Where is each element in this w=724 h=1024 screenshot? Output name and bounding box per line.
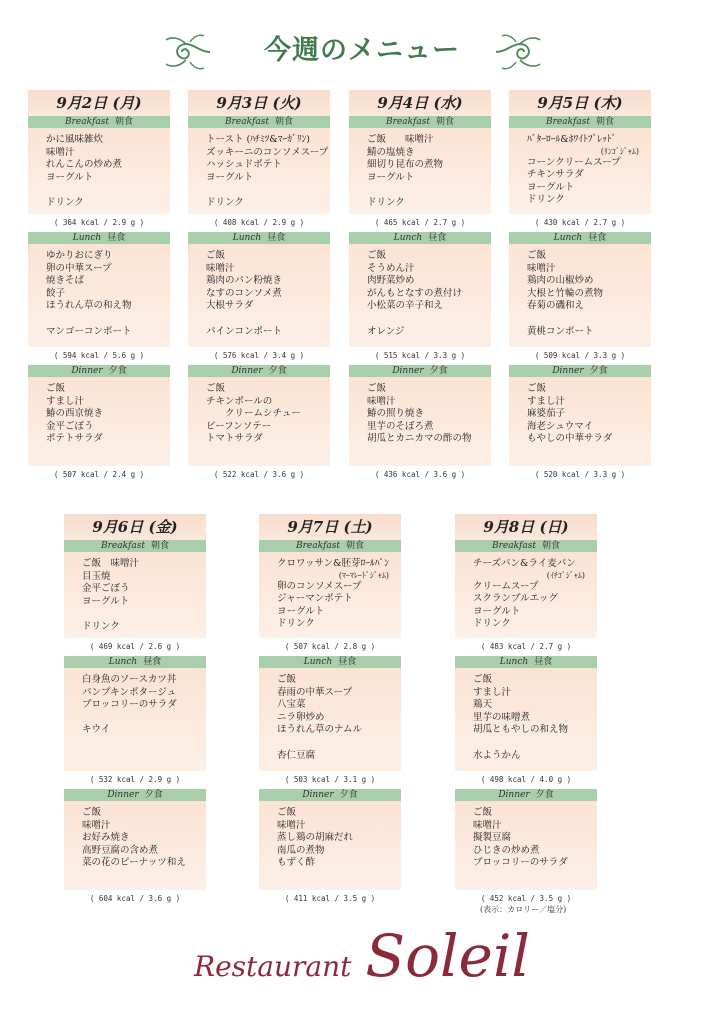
- menu-item: ご飯: [277, 807, 297, 818]
- menu-item: 焼きそば: [46, 275, 85, 287]
- dinner-nutrition: ( 436 kcal / 3.6 g ): [374, 470, 466, 479]
- lunch-label: [455, 656, 597, 668]
- menu-item: ご飯: [367, 250, 387, 261]
- menu-item: 味噌汁: [367, 395, 396, 407]
- dinner-label-en: Dinner: [302, 790, 334, 800]
- menu-item: チーズパン&ライ麦パン: [473, 558, 576, 569]
- breakfast-label-en: Breakfast: [491, 541, 536, 551]
- lunch-section: [64, 656, 206, 789]
- menu-item: 胡瓜とカニカマの酢の物: [367, 433, 472, 445]
- lunch-label-en: Lunch: [553, 233, 583, 243]
- lunch-label-en: Lunch: [393, 233, 423, 243]
- menu-item: ズッキーニのコンソメスープ: [206, 146, 329, 158]
- dinner-label: [455, 789, 597, 801]
- lunch-nutrition: ( 498 kcal / 4.0 g ): [480, 775, 572, 784]
- menu-item: [46, 313, 162, 326]
- lunch-section: [509, 232, 651, 365]
- dinner-label-en: Dinner: [231, 366, 263, 376]
- dinner-items: [28, 377, 170, 466]
- menu-item: [82, 608, 198, 621]
- menu-item: オレンジ: [367, 325, 405, 337]
- dinner-label: [188, 365, 330, 377]
- menu-item: 蒸し鶏の胡麻だれ: [277, 832, 354, 844]
- dinner-label-en: Dinner: [107, 790, 139, 800]
- breakfast-section: [259, 540, 401, 656]
- dinner-label: [349, 365, 491, 377]
- lunch-label-en: Lunch: [108, 657, 138, 667]
- menu-item: かに風味雑炊: [46, 134, 104, 145]
- menu-item: ヨーグルト: [473, 605, 521, 617]
- day-date: 9月5日 (木): [509, 90, 651, 116]
- dinner-section: [188, 365, 330, 484]
- breakfast-label: [64, 540, 206, 552]
- dinner-items: [64, 801, 206, 890]
- brand-name: Soleil: [365, 922, 530, 990]
- dinner-label: [64, 789, 206, 801]
- menu-item: 卵の中華スープ: [46, 262, 112, 274]
- menu-item: すまし汁: [473, 686, 512, 698]
- menu-item: 小松菜の辛子和え: [367, 300, 444, 312]
- breakfast-label: [259, 540, 401, 552]
- day-date: 9月7日 (土): [259, 514, 401, 540]
- lunch-section: [455, 656, 597, 789]
- day-date: 9月4日 (水): [349, 90, 491, 116]
- menu-item: トースト (ﾊﾁﾐﾂ&ﾏｰｶﾞﾘﾝ): [206, 134, 310, 145]
- menu-item: 黄桃コンポート: [527, 325, 594, 337]
- breakfast-label-jp: 朝食: [595, 117, 614, 127]
- menu-item: ご飯: [473, 674, 493, 685]
- dinner-label-jp: 夕食: [339, 790, 358, 800]
- menu-item: ご飯 味噌汁: [367, 134, 434, 145]
- menu-item: もずく酢: [277, 857, 316, 869]
- dinner-label-en: Dinner: [392, 366, 424, 376]
- dinner-label: [509, 365, 651, 377]
- menu-item: ドリンク: [46, 196, 84, 208]
- dinner-nutrition: ( 604 kcal / 3.6 g ): [89, 894, 181, 903]
- breakfast-label: [509, 116, 651, 128]
- breakfast-label-jp: 朝食: [274, 117, 293, 127]
- menu-item: そうめん汁: [367, 262, 415, 274]
- dinner-label-jp: 夕食: [429, 366, 448, 376]
- menu-item: 南瓜の煮物: [277, 844, 325, 856]
- menu-item: ご飯: [46, 383, 66, 394]
- menu-item: ご飯: [527, 383, 547, 394]
- day-column: [28, 90, 170, 484]
- menu-item: 大根と竹輪の煮物: [527, 287, 604, 299]
- menu-item: スクランブルエッグ: [473, 593, 558, 605]
- breakfast-section: [349, 116, 491, 232]
- menu-item: ひじきの炒め煮: [473, 844, 540, 856]
- lunch-items: [349, 244, 491, 347]
- menu-item: 八宝菜: [277, 699, 306, 711]
- menu-item: ご飯: [473, 807, 493, 818]
- breakfast-label-en: Breakfast: [385, 117, 430, 127]
- day-date: 9月8日 (日): [455, 514, 597, 540]
- dinner-section: [28, 365, 170, 484]
- menu-item: [527, 313, 643, 326]
- menu-item: 鰆の西京焼き: [46, 408, 104, 420]
- breakfast-section: [188, 116, 330, 232]
- breakfast-nutrition: ( 465 kcal / 2.7 g ): [374, 218, 466, 227]
- menu-item: ﾊﾞﾀｰﾛｰﾙ&ﾎﾜｲﾄﾌﾞﾚｯﾄﾞ: [527, 134, 617, 145]
- lunch-items: [259, 668, 401, 771]
- breakfast-label-en: Breakfast: [100, 541, 145, 551]
- menu-item: ヨーグルト: [206, 171, 254, 183]
- menu-item: パインコンポート: [206, 325, 283, 337]
- menu-item: もやしの中華サラダ: [527, 433, 613, 445]
- lunch-label-jp: 昼食: [338, 657, 357, 667]
- menu-item: ハッシュドポテト: [206, 159, 282, 171]
- menu-item: ドリンク: [527, 194, 565, 206]
- dinner-nutrition: ( 522 kcal / 3.6 g ): [213, 470, 305, 479]
- breakfast-label-jp: 朝食: [435, 117, 454, 127]
- menu-item: ご飯: [206, 250, 226, 261]
- breakfast-nutrition: ( 364 kcal / 2.9 g ): [53, 218, 145, 227]
- menu-item: クロワッサン&胚芽ﾛｰﾙﾊﾟﾝ: [277, 558, 390, 569]
- lunch-label: [188, 232, 330, 244]
- menu-item: [206, 313, 322, 326]
- dinner-label-jp: 夕食: [144, 790, 163, 800]
- breakfast-section: [509, 116, 651, 232]
- menu-item: ドリンク: [277, 618, 315, 630]
- menu-item: 鶏天: [473, 699, 493, 711]
- menu-item: [206, 184, 322, 197]
- menu-item: ドリンク: [206, 196, 244, 208]
- dinner-nutrition: ( 507 kcal / 2.4 g ): [53, 470, 145, 479]
- menu-item: ヨーグルト: [527, 181, 575, 193]
- menu-item: ご飯: [527, 250, 547, 261]
- breakfast-nutrition: ( 408 kcal / 2.9 g ): [213, 218, 305, 227]
- menu-item: ブロッコリーのサラダ: [82, 699, 177, 711]
- breakfast-label: [28, 116, 170, 128]
- lunch-items: [188, 244, 330, 347]
- breakfast-label-jp: 朝食: [541, 541, 560, 551]
- dinner-nutrition: ( 520 kcal / 3.3 g ): [534, 470, 626, 479]
- dinner-items: [509, 377, 651, 466]
- menu-item: ご飯: [206, 383, 226, 394]
- lunch-nutrition: ( 576 kcal / 3.4 g ): [213, 351, 305, 360]
- breakfast-label-jp: 朝食: [345, 541, 364, 551]
- breakfast-label: [188, 116, 330, 128]
- menu-item: 菜の花のピーナッツ和え: [82, 857, 186, 869]
- menu-item: [473, 737, 589, 750]
- menu-item: [46, 184, 162, 197]
- menu-item: 春雨の中華スープ: [277, 686, 353, 698]
- dinner-section: [349, 365, 491, 484]
- breakfast-items: [64, 552, 206, 638]
- lunch-nutrition: ( 594 kcal / 5.6 g ): [53, 351, 145, 360]
- menu-item: (ﾘﾝｺﾞｼﾞｬﾑ): [600, 146, 639, 156]
- brand-restaurant: Restaurant: [193, 950, 352, 983]
- menu-item: お好み焼き: [82, 832, 130, 844]
- menu-item: ご飯: [367, 383, 387, 394]
- menu-item: ヨーグルト: [367, 171, 415, 183]
- menu-item: ブロッコリーのサラダ: [473, 857, 568, 869]
- breakfast-items: [509, 128, 651, 214]
- lunch-label-jp: 昼食: [143, 657, 162, 667]
- menu-item: 鯖の塩焼き: [367, 146, 415, 158]
- lunch-label: [259, 656, 401, 668]
- dinner-label: [259, 789, 401, 801]
- lunch-label-en: Lunch: [499, 657, 529, 667]
- breakfast-label: [455, 540, 597, 552]
- lunch-nutrition: ( 532 kcal / 2.9 g ): [89, 775, 181, 784]
- lunch-section: [28, 232, 170, 365]
- menu-item: 肉野菜炒め: [367, 275, 415, 287]
- breakfast-items: [188, 128, 330, 214]
- menu-item: すまし汁: [46, 395, 85, 407]
- menu-item: ヨーグルト: [82, 595, 130, 607]
- lunch-nutrition: ( 515 kcal / 3.3 g ): [374, 351, 466, 360]
- menu-item: 杏仁豆腐: [277, 749, 316, 761]
- menu-item: 目玉焼: [82, 570, 111, 582]
- menu-item: 鶏肉の山椒炒め: [527, 275, 594, 287]
- dinner-section: [455, 789, 597, 908]
- menu-item: ヨーグルト: [46, 171, 94, 183]
- day-column: [455, 514, 597, 908]
- menu-item: ゆかりおにぎり: [46, 250, 113, 261]
- breakfast-items: [349, 128, 491, 214]
- menu-item: 里芋のそぼろ煮: [367, 420, 434, 432]
- menu-item: 金平ごぼう: [82, 583, 130, 595]
- breakfast-label-en: Breakfast: [224, 117, 269, 127]
- dinner-nutrition: ( 452 kcal / 3.5 g ): [480, 894, 572, 903]
- menu-item: パンプキンポタージュ: [82, 686, 177, 698]
- menu-item: ほうれん草のナムル: [277, 724, 363, 736]
- title-area: [0, 18, 724, 74]
- dinner-section: [64, 789, 206, 908]
- menu-item: 高野豆腐の含め煮: [82, 844, 159, 856]
- day-column: [188, 90, 330, 484]
- menu-item: 金平ごぼう: [46, 420, 94, 432]
- menu-item: 細切り昆布の煮物: [367, 159, 444, 171]
- breakfast-items: [28, 128, 170, 214]
- breakfast-items: [259, 552, 401, 638]
- dinner-items: [259, 801, 401, 890]
- breakfast-label-en: Breakfast: [545, 117, 590, 127]
- menu-item: すまし汁: [527, 395, 566, 407]
- menu-item: がんもとなすの煮付け: [367, 287, 463, 299]
- menu-item: ご飯: [277, 674, 297, 685]
- flourish-ornament-left-icon: [160, 30, 212, 74]
- day-date: 9月6日 (金): [64, 514, 206, 540]
- menu-item: [367, 313, 483, 326]
- breakfast-label-en: Breakfast: [64, 117, 109, 127]
- dinner-items: [188, 377, 330, 466]
- menu-item: [277, 737, 393, 750]
- day-column: [509, 90, 651, 484]
- menu-item: ご飯 味噌汁: [82, 558, 140, 569]
- menu-item: 味噌汁: [527, 262, 556, 274]
- day-column: [349, 90, 491, 484]
- lunch-items: [509, 244, 651, 347]
- menu-item: ご飯: [82, 807, 102, 818]
- lunch-label-jp: 昼食: [588, 233, 607, 243]
- menu-item: れんこんの炒め煮: [46, 159, 123, 171]
- menu-item: クリームスープ: [473, 580, 539, 592]
- menu-item: 白身魚のソースカツ丼: [82, 674, 177, 685]
- menu-item: 麻婆茄子: [527, 408, 566, 420]
- menu-item: チキンボールの: [206, 395, 273, 407]
- menu-item: 春菊の磯和え: [527, 300, 585, 312]
- dinner-label-jp: 夕食: [108, 366, 127, 376]
- menu-item: 味噌汁: [46, 146, 75, 158]
- lunch-label-jp: 昼食: [428, 233, 447, 243]
- dinner-label-jp: 夕食: [535, 790, 554, 800]
- menu-item: ドリンク: [367, 196, 405, 208]
- dinner-items: [455, 801, 597, 890]
- breakfast-label-en: Breakfast: [295, 541, 340, 551]
- menu-item: チキンサラダ: [527, 169, 584, 181]
- menu-item: キウイ: [82, 724, 111, 736]
- menu-item: 卵のコンソメスープ: [277, 580, 362, 592]
- lunch-section: [188, 232, 330, 365]
- menu-item: 海老シュウマイ: [527, 420, 594, 432]
- menu-item: マンゴーコンポート: [46, 325, 132, 337]
- breakfast-label-jp: 朝食: [114, 117, 133, 127]
- menu-item: (ﾏｰﾏﾚｰﾄﾞｼﾞｬﾑ): [338, 570, 389, 580]
- breakfast-section: [28, 116, 170, 232]
- menu-item: コーンクリームスープ: [527, 156, 621, 168]
- dinner-label-en: Dinner: [552, 366, 584, 376]
- dinner-label-jp: 夕食: [589, 366, 608, 376]
- nutrition-legend: (表示：カロリー／塩分): [480, 905, 567, 914]
- lunch-label-en: Lunch: [303, 657, 333, 667]
- menu-item: ニラ卵炒め: [277, 711, 325, 723]
- breakfast-nutrition: ( 430 kcal / 2.7 g ): [534, 218, 626, 227]
- menu-item: [82, 712, 198, 725]
- lunch-label-en: Lunch: [72, 233, 102, 243]
- breakfast-nutrition: ( 483 kcal / 2.7 g ): [480, 642, 572, 651]
- breakfast-section: [455, 540, 597, 656]
- menu-item: ビーフンソテー: [206, 420, 272, 432]
- lunch-label-en: Lunch: [232, 233, 262, 243]
- page-title: 今週のメニュー: [264, 35, 460, 66]
- menu-item: 味噌汁: [206, 262, 235, 274]
- menu-item: 鰆の照り焼き: [367, 408, 425, 420]
- menu-item: 里芋の味噌煮: [473, 711, 531, 723]
- lunch-nutrition: ( 509 kcal / 3.3 g ): [534, 351, 626, 360]
- lunch-items: [455, 668, 597, 771]
- menu-item: 大根サラダ: [206, 300, 254, 312]
- menu-item: 餃子: [46, 287, 66, 299]
- menu-item: ジャーマンポテト: [277, 593, 353, 605]
- flourish-ornament-right-icon: [494, 30, 546, 74]
- dinner-items: [349, 377, 491, 466]
- breakfast-label-jp: 朝食: [150, 541, 169, 551]
- breakfast-label: [349, 116, 491, 128]
- lunch-section: [259, 656, 401, 789]
- menu-item: ドリンク: [82, 620, 120, 632]
- lunch-label: [509, 232, 651, 244]
- menu-item: ポテトサラダ: [46, 433, 103, 445]
- menu-item: ヨーグルト: [277, 605, 325, 617]
- lunch-label: [349, 232, 491, 244]
- dinner-label-en: Dinner: [71, 366, 103, 376]
- breakfast-nutrition: ( 469 kcal / 2.6 g ): [89, 642, 181, 651]
- menu-item: 胡瓜ともやしの和え物: [473, 724, 569, 736]
- dinner-label: [28, 365, 170, 377]
- menu-item: 味噌汁: [473, 819, 502, 831]
- lunch-label: [28, 232, 170, 244]
- day-date: 9月2日 (月): [28, 90, 170, 116]
- breakfast-nutrition: ( 507 kcal / 2.8 g ): [284, 642, 376, 651]
- breakfast-items: [455, 552, 597, 638]
- lunch-items: [28, 244, 170, 347]
- lunch-label-jp: 昼食: [107, 233, 126, 243]
- menu-item: [367, 184, 483, 197]
- dinner-nutrition: ( 411 kcal / 3.5 g ): [284, 894, 376, 903]
- day-column: [64, 514, 206, 908]
- menu-item: ほうれん草の和え物: [46, 300, 132, 312]
- menu-item: 鶏肉のパン粉焼き: [206, 275, 283, 287]
- menu-item: なすのコンソメ煮: [206, 287, 282, 299]
- lunch-label: [64, 656, 206, 668]
- menu-item: ドリンク: [473, 618, 511, 630]
- menu-item: 水ようかん: [473, 749, 521, 761]
- menu-item: (ｲﾁｺﾞｼﾞｬﾑ): [546, 570, 585, 580]
- dinner-section: [509, 365, 651, 484]
- menu-item: 味噌汁: [277, 819, 306, 831]
- dinner-section: [259, 789, 401, 908]
- day-column: [259, 514, 401, 908]
- menu-item: 擬製豆腐: [473, 832, 512, 844]
- lunch-items: [64, 668, 206, 771]
- dinner-label-jp: 夕食: [268, 366, 287, 376]
- menu-item: トマトサラダ: [206, 433, 263, 445]
- menu-item: 味噌汁: [82, 819, 111, 831]
- breakfast-section: [64, 540, 206, 656]
- lunch-label-jp: 昼食: [534, 657, 553, 667]
- lunch-nutrition: ( 503 kcal / 3.1 g ): [284, 775, 376, 784]
- lunch-section: [349, 232, 491, 365]
- dinner-label-en: Dinner: [498, 790, 530, 800]
- menu-item: クリームシチュー: [206, 408, 301, 420]
- lunch-label-jp: 昼食: [267, 233, 286, 243]
- day-date: 9月3日 (火): [188, 90, 330, 116]
- restaurant-logo: [0, 922, 724, 990]
